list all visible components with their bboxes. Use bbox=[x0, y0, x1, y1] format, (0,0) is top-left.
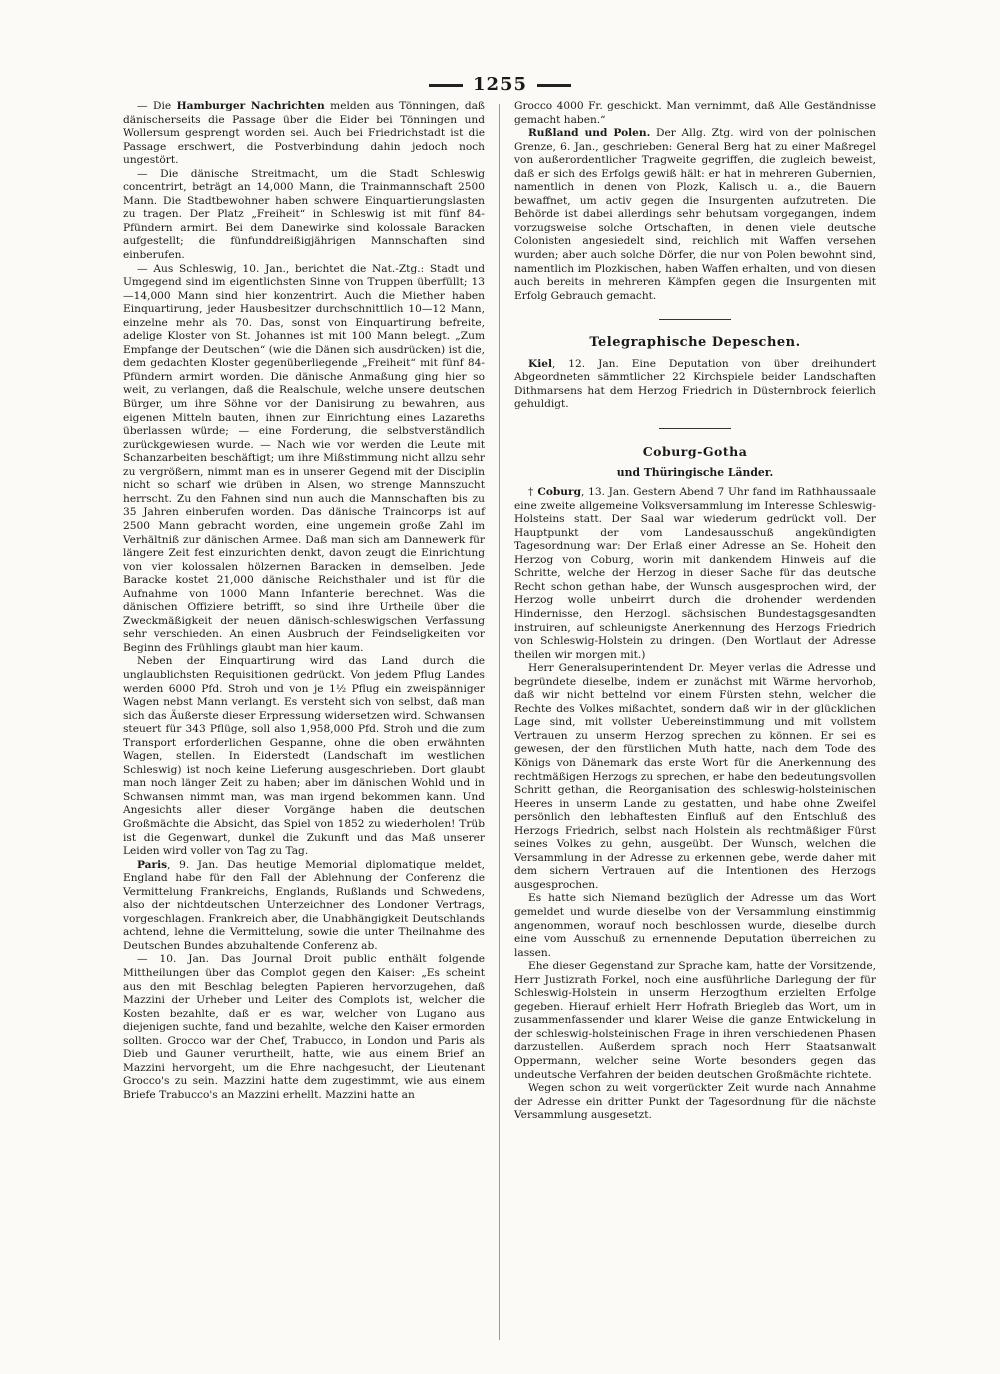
article-paragraph: Kiel, 12. Jan. Eine Deputation von über dreihundert Abgeordneten sämmtlicher 22 Kirchspiele beider Landschaften Dithmarsens hat dem Herzog Friedrich in Düsternbrock feierlich gehuldigt. bbox=[514, 357, 876, 411]
article-paragraph: Grocco 4000 Fr. geschickt. Man vernimmt, daß Alle Geständnisse gemacht haben.“ bbox=[514, 100, 876, 126]
coburg-section-subtitle: und Thüringische Länder. bbox=[616, 466, 774, 480]
header-rule-left bbox=[429, 84, 463, 87]
page-header bbox=[0, 74, 1000, 95]
article-paragraph: Ehe dieser Gegenstand zur Sprache kam, hatte der Vorsitzende, Herr Justizrath Forkel, noch eine ausführliche Darlegung der für Schleswig-Holstein in unserm Herzogthum erzielten Erfolge gegeben. Hierauf erhielt Herr Hofrath Briegleb das Wort, um in zusammenfassender und klarer Weise die ganze Entwickelung in der schleswig-holsteinischen Frage in ihren verschiedenen Phasen darzustellen. Außerdem sprach noch Herr Staatsanwalt Oppermann, welcher seine Worte besonders gegen das undeutsche Verfahren der beiden deutschen Großmächte richtete. bbox=[514, 960, 876, 1081]
article-paragraph: — Aus Schleswig, 10. Jan., berichtet die Nat.-Ztg.: Stadt und Umgegend sind im eigentlichsten Sinne von Truppen überfüllt; 13—14,000 Mann sind hier konzentrirt. Auch die Miether haben Einquartirung, jeder Hausbesitzer durchschnittlich 10—12 Mann, einzelne mehr als 70. Das, sonst von Einquartirung befreite, adelige Kloster von St. Johannes ist mit 100 Mann belegt. „Zum Empfange der Deutschen“ (wie die Dänen sich ausdrücken) ist die, dem gedachten Kloster gegenüberliegende „Freiheit“ mit fünf 84-Pfündern armirt worden. Die dänische Anmaßung ging hier so weit, zu verlangen, daß die Realschule, welche unsere deutschen Bürger, um ihre Söhne vor der Danisirung zu bewahren, aus eigenen Mitteln bauten, ihnen zur Einrichtung eines Lazareths überlassen würde; — eine Forderung, die selbstverständlich zurückgewiesen wurde. — Nach wie vor werden die Leute mit Schanzarbeiten beschäftigt; um ihre Mißstimmung nicht allzu sehr zu vergrößern, nimmt man es in unserer Gegend mit der Disciplin nicht so scharf wie drüben in Alsen, wo strenge Mannszucht herrscht. Zu den Fahnen sind nun auch die Mannschaften bis zu 35 Jahren einberufen worden. Das dänische Traincorps ist auf 2500 Mann gebracht worden, eine ungemein große Zahl im Verhältniß zur dänischen Armee. Daß man sich am Dannewerk für längere Zeit fest einzurichten denkt, davon zeugt die Einrichtung von vier kolossalen hölzernen Baracken in demselben. Jede Baracke kostet 21,000 dänische Reichsthaler und ist für die Aufnahme von 1000 Mann Infanterie berechnet. Was die dänischen Offiziere betrifft, so sind ihre Urtheile über die Zweckmäßigkeit der neuen dänisch-schleswigschen Verfassung sehr verschieden. An einen Ausbruch der Feindseligkeiten vor Beginn des Frühlings glaubt man hier kaum. bbox=[123, 262, 485, 654]
page-number: 1255 bbox=[472, 74, 528, 95]
section-divider bbox=[659, 319, 731, 320]
article-paragraph: Wegen schon zu weit vorgerückter Zeit wurde nach Annahme der Adresse ein dritter Punkt der Tagesordnung für die nächste Versammlung ausgesetzt. bbox=[514, 1082, 876, 1122]
section-divider bbox=[659, 428, 731, 429]
article-paragraph: Paris, 9. Jan. Das heutige Memorial diplomatique meldet, England habe für den Fall der Ablehnung der Conferenz die Vermittelung Frankreichs, Englands, Rußlands und Schwedens, also der nichtdeutschen Unterzeichner des Londoner Vertrags, vorgeschlagen. Frankreich aber, die Unabhängigkeit Deutschlands achtend, lehne die Vermittelung, sowie die unter Theilnahme des Deutschen Bundes abzuhaltende Conferenz ab. bbox=[123, 858, 485, 952]
article-paragraph: — Die Hamburger Nachrichten melden aus Tönningen, daß dänischerseits die Passage über die Eider bei Tönningen und Wollersum gesprengt worden sei. Auch bei Friedrichstadt ist die Passage erschwert, die Postverbindung dahin jedoch noch ungestört. bbox=[123, 100, 485, 167]
section-heading-inline: Rußland und Polen. bbox=[528, 127, 651, 140]
left-column bbox=[123, 100, 485, 1102]
article-paragraph: Es hatte sich Niemand bezüglich der Adresse um das Wort gemeldet und wurde dieselbe von der Versammlung einstimmig angenommen, worauf noch beschlossen wurde, dieselbe durch eine vom Ausschuß zu ernennende Deputation überreichen zu lassen. bbox=[514, 892, 876, 959]
dateline: Kiel bbox=[528, 357, 552, 370]
article-paragraph: Rußland und Polen. Der Allg. Ztg. wird von der polnischen Grenze, 6. Jan., geschrieben: General Berg hat zu einer Maßregel von außerordentlicher Tragweite gegriffen, die zugleich beweist, daß er sich des Erfolgs gewiß hält: er hat in mehreren Gubernien, namentlich in denen von Plozk, Kalisch u. a., die Bauern bewaffnet, um activ gegen die Insurgenten aufzutreten. Die Behörde ist dabei allerdings sehr behutsam vorgegangen, indem vorzugsweise solche Ortschaften, in denen viele deutsche Colonisten angesiedelt sind, reichlich mit Waffen versehen wurden; aber auch solche Dörfer, die nur von Polen bewohnt sind, namentlich im Plozkischen, haben Waffen erhalten, und von diesen auch bereits in mehreren Kämpfen gegen die Insurgenten mit Erfolg Gebrauch gemacht. bbox=[514, 127, 876, 302]
article-paragraph: — Die dänische Streitmacht, um die Stadt Schleswig concentrirt, beträgt an 14,000 Mann, die Trainmannschaft 2500 Mann. Die Stadtbewohner haben schwere Einquartierungslasten zu tragen. Der Platz „Freiheit“ in Schleswig ist mit fünf 84-Pfündern armirt. Bei dem Danewirke sind kolossale Baracken aufgestellt; die fünfunddreißigjährigen Mannschaften sind einberufen. bbox=[123, 167, 485, 262]
header-rule-right bbox=[537, 84, 571, 87]
telegraph-section-title: Telegraphische Depeschen. bbox=[589, 335, 801, 351]
source-name: Hamburger Nachrichten bbox=[176, 100, 325, 112]
article-paragraph: † Coburg, 13. Jan. Gestern Abend 7 Uhr fand im Rathhaussaale eine zweite allgemeine Volksversammlung im Interesse Schleswig-Holsteins statt. Der Saal war wiederum gedrückt voll. Der Hauptpunkt der vom Landesausschuß angekündigten Tagesordnung war: Der Erlaß einer Adresse an Se. Hoheit den Herzog von Coburg, worin mit dankendem Hinweis auf die Schritte, welche der Herzog in dieser Sache für das deutsche Recht schon gethan habe, der Wunsch ausgesprochen wird, der Herzog wolle unbeirrt durch die drohender werdenden Hindernisse, den Herzogl. sächsischen Bundestagsgesandten instruiren, auf schleunigste Anerkennung des Herzogs Friedrich von Schleswig-Holstein zu dringen. (Den Wortlaut der Adresse theilen wir morgen mit.) bbox=[514, 486, 876, 661]
coburg-section-title: Coburg-Gotha bbox=[642, 443, 748, 459]
article-paragraph: Neben der Einquartirung wird das Land durch die unglaublichsten Requisitionen gedrückt. Von jedem Pflug Landes werden 6000 Pfd. Stroh und von je 1½ Pflug ein zweispänniger Wagen nebst Mann verlangt. Es versteht sich von selbst, daß man sich das Äußerste dieser Erpressung widersetzen wird. Schwansen steuert für 343 Pflüge, soll also 1,958,000 Pfd. Stroh und die zum Transport erforderlichen Gespanne, ohne die oben erwähnten Wagen, stellen. In Eiderstedt (Landschaft im westlichen Schleswig) ist noch keine Lieferung ausgeschrieben. Dort glaubt man noch länger Zeit zu haben; aber im dänischen Wohld und in Schwansen nimmt man, was man irgend bekommen kann. Und Angesichts aller dieser Vorgänge haben die deutschen Großmächte die Absicht, das Spiel von 1852 zu wiederholen! Trüb ist die Gegenwart, dunkel die Zukunft und das Maß unserer Leiden wird voller von Tag zu Tag. bbox=[123, 655, 485, 858]
dateline: Paris bbox=[137, 858, 168, 871]
article-paragraph: Herr Generalsuperintendent Dr. Meyer verlas die Adresse und begründete dieselbe, indem er zunächst mit Wärme hervorhob, daß wir nicht bettelnd vor einem Fürsten stehn, welcher die Rechte des Volkes mißachtet, sondern daß wir in der glücklichen Lage sind, mit vollster Uebereinstimmung und mit vollstem Vertrauen zu unserm Herzog sprechen zu können. Er sei es gewesen, der den fürstlichen Muth hatte, nach dem Tode des Königs von Dänemark das erste Wort für die Anerkennung des rechtmäßigen Herzogs zu sprechen, er habe den bedeutungsvollen Schritt gethan, die Reorganisation des schleswig-holsteinischen Heeres in unserm Lande zu gestatten, und habe ohne Zweifel persönlich den lebhaftesten Einfluß auf den Entschluß des Herzogs Friedrich, selbst nach Holstein als rechtmäßiger Fürst seines Volkes zu gehn, ausgeübt. Der Wunsch, welchen die Versammlung in der Adresse zu erkennen gebe, werde daher mit dem sichern Vertrauen auf die Intentionen des Herzogs ausgesprochen. bbox=[514, 662, 876, 891]
column-divider bbox=[499, 104, 500, 1340]
article-paragraph: — 10. Jan. Das Journal Droit public enthält folgende Mittheilungen über das Complot gegen den Kaiser: „Es scheint aus den mit Beschlag belegten Papieren hervorzugehen, daß Mazzini der Urheber und Leiter des Complots ist, welcher die Kosten bezahlte, daß er es war, welcher von Lugano aus diejenigen suchte, fand und bezahlte, welche den Kaiser ermorden sollten. Grocco war der Chef, Trabucco, in London und Paris als Dieb und Gauner verurtheilt, hatte, wie aus einem Brief an Mazzini hervorgeht, um die Ehre nachgesucht, der Lieutenant Grocco's zu sein. Mazzini hatte dem zugestimmt, wie aus einem Briefe Trabucco's an Mazzini erhellt. Mazzini hatte an bbox=[123, 953, 485, 1101]
right-column bbox=[514, 100, 876, 1123]
dateline: Coburg bbox=[537, 486, 581, 499]
